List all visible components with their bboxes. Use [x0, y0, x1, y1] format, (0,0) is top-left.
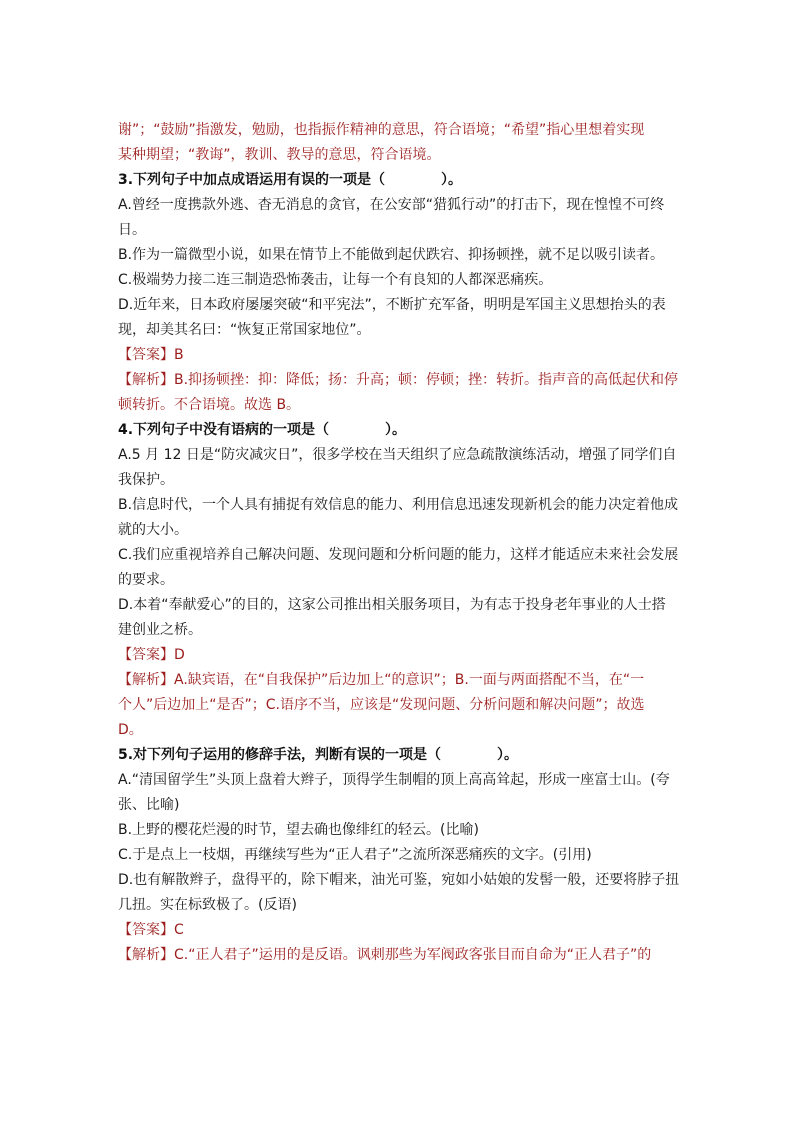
q4-option-d-line-2: 建创业之桥。: [118, 622, 202, 638]
q4-option-d-line-1: D.本着“奉献爱心”的目的，这家公司推出相关服务项目，为有志于投身老年事业的人士搭: [118, 597, 666, 613]
analysis-text: A.缺宾语，在“自我保护”后边加上“的意识”；B.一面与两面搭配不当，在“一: [174, 672, 645, 688]
answer-value: D: [174, 647, 185, 663]
q4-option-c-line-1: C.我们应重视培养自己解决问题、发现问题和分析问题的能力，这样才能适应未来社会发展: [118, 547, 679, 563]
q3-analysis-line-1: [118, 368, 678, 393]
q3-option-a-line-2: 日。: [118, 222, 146, 238]
answer-tag: 【答案】: [118, 347, 174, 363]
answer-value: C: [174, 922, 184, 938]
analysis-tag: 【解析】: [118, 672, 174, 688]
q3-title: 3.下列句子中加点成语运用有误的一项是（ ）。: [118, 172, 463, 188]
q4-analysis-line-2: 个人”后边加上“是否”；C.语序不当，应该是“发现问题、分析问题和解决问题”；故选: [118, 697, 645, 713]
q4-answer: [118, 643, 678, 668]
q4-option-b-line-1: B.信息时代，一个人具有捕捉有效信息的能力、利用信息迅速发现新机会的能力决定着他成: [118, 497, 679, 513]
q5-option-d-line-1: D.也有解散辫子，盘得平的，除下帽来，油光可鉴，宛如小姑娘的发髻一般，还要将脖子扭: [118, 872, 680, 888]
q5-option-c: C.于是点上一枝烟，再继续写些为“正人君子”之流所深恶痛疾的文字。(引用): [118, 847, 592, 863]
q4-analysis-line-1: [118, 668, 678, 693]
q5-option-b: B.上野的樱花烂漫的时节，望去确也像绯红的轻云。(比喻): [118, 822, 479, 838]
q3-option-c: C.极端势力接二连三制造恐怖袭击，让每一个有良知的人都深恶痛疾。: [118, 272, 553, 288]
q4-option-a-line-1: A.5 月 12 日是“防灾减灾日”，很多学校在当天组织了应急疏散演练活动，增强了同学们自: [118, 447, 677, 463]
answer-tag: 【答案】: [118, 922, 174, 938]
q5-option-a-line-2: 张、比喻): [118, 797, 180, 813]
q3-answer: [118, 343, 678, 368]
q3-option-d-line-1: D.近年来，日本政府屡屡突破“和平宪法”，不断扩充军备，明明是军国主义思想抬头的表: [118, 297, 666, 313]
q5-option-d-line-2: 几扭。实在标致极了。(反语): [118, 897, 297, 913]
q5-answer: [118, 918, 678, 943]
document-page: [118, 118, 678, 968]
answer-value: B: [174, 347, 184, 363]
q5-analysis-line-1: [118, 943, 678, 968]
intro-line-1: 谢”；“鼓励”指激发，勉励，也指振作精神的意思，符合语境；“希望”指心里想着实现: [118, 122, 645, 138]
q4-option-a-line-2: 我保护。: [118, 472, 174, 488]
intro-line-2: 某种期望；“教诲”，教训、教导的意思，符合语境。: [118, 147, 441, 163]
q5-option-a-line-1: A.“清国留学生”头顶上盘着大辫子，顶得学生制帽的顶上高高耸起，形成一座富士山。(夸: [118, 772, 670, 788]
q4-analysis-line-3: D。: [118, 722, 143, 738]
analysis-tag: 【解析】: [118, 372, 174, 388]
q3-analysis-line-2: 顿转折。不合语境。故选 B。: [118, 397, 301, 413]
analysis-tag: 【解析】: [118, 947, 174, 963]
q3-option-a-line-1: A.曾经一度携款外逃、杳无消息的贪官，在公安部“猎狐行动”的打击下，现在惶惶不可终: [118, 197, 665, 213]
q4-option-b-line-2: 就的大小。: [118, 522, 188, 538]
q3-option-d-line-2: 现，却美其名曰：“恢复正常国家地位”。: [118, 322, 371, 338]
answer-tag: 【答案】: [118, 647, 174, 663]
q5-title: 5.对下列句子运用的修辞手法，判断有误的一项是（ ）。: [118, 747, 519, 763]
q4-option-c-line-2: 的要求。: [118, 572, 174, 588]
q3-option-b: B.作为一篇微型小说，如果在情节上不能做到起伏跌宕、抑扬顿挫，就不足以吸引读者。: [118, 247, 665, 263]
analysis-text: B.抑扬顿挫：抑：降低；扬：升高；顿：停顿；挫：转折。指声音的高低起伏和停: [174, 372, 679, 388]
analysis-text: C.“正人君子”运用的是反语。讽刺那些为军阀政客张目而自命为“正人君子”的: [174, 947, 652, 963]
q4-title: 4.下列句子中没有语病的一项是（ ）。: [118, 422, 407, 438]
